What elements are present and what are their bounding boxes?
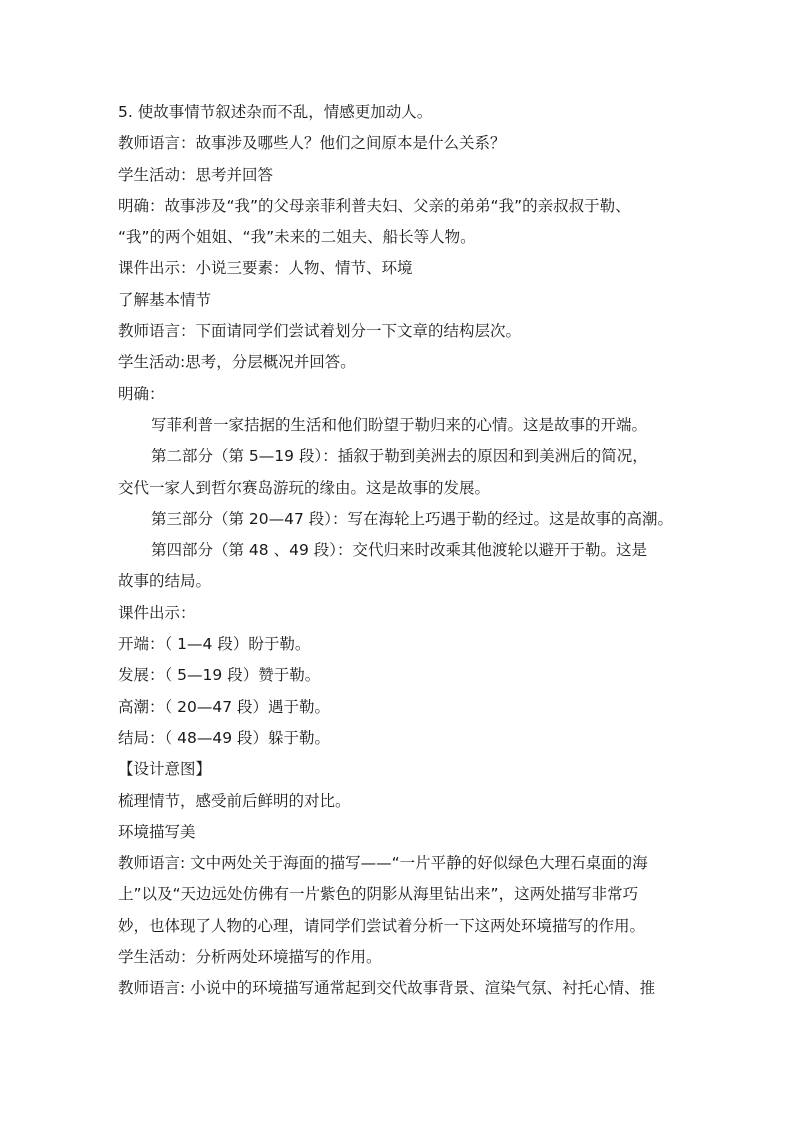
plot-climax: 高潮：（ 20—47 段）遇于勒。 — [118, 697, 331, 716]
student-activity-structure: 学生活动:思考，分层概况并回答。 — [118, 353, 356, 372]
teacher-environment-line-2: 上”以及“天边远处仿佛有一片紫色的阴影从海里钻出来”，这两处描写非常巧 — [118, 885, 639, 904]
teacher-environment-function: 教师语言: 小说中的环境描写通常起到交代故事背景、渲染气氛、衬托心情、推 — [118, 979, 656, 998]
section-heading-plot: 了解基本情节 — [118, 290, 212, 309]
section-heading-environment: 环境描写美 — [118, 822, 196, 841]
document-body — [118, 97, 680, 1005]
answer-label: 明确： — [118, 384, 165, 403]
part-2-description-line-2: 交代一家人到哲尔赛岛游玩的缘由。这是故事的发展。 — [118, 478, 491, 497]
part-4-description-line-2: 故事的结局。 — [118, 572, 212, 591]
teacher-structure-prompt: 教师语言：下面请同学们尝试着划分一下文章的结构层次。 — [118, 322, 522, 341]
design-intent-text: 梳理情节，感受前后鲜明的对比。 — [118, 791, 351, 810]
part-2-description-line-1: 第二部分（第 5—19 段）：插叙于勒到美洲去的原因和到美洲后的简况， — [151, 447, 648, 466]
design-intent-heading: 【设计意图】 — [118, 760, 212, 779]
part-4-description-line-1: 第四部分（第 48 、49 段）：交代归来时改乘其他渡轮以避开于勒。这是 — [151, 541, 647, 560]
student-activity-environment: 学生活动：分析两处环境描写的作用。 — [118, 948, 382, 967]
answer-characters-line-2: “我”的两个姐姐、“我”未来的二姐夫、船长等人物。 — [118, 228, 476, 247]
plot-opening: 开端：（ 1—4 段）盼于勒。 — [118, 635, 311, 654]
teacher-environment-line-1: 教师语言: 文中两处关于海面的描写——“一片平静的好似绿色大理石桌面的海 — [118, 854, 648, 873]
part-1-description: 写菲利普一家拮据的生活和他们盼望于勒归来的心情。这是故事的开端。 — [151, 415, 648, 434]
student-activity-think: 学生活动：思考并回答 — [118, 165, 274, 184]
part-3-description: 第三部分（第 20—47 段）：写在海轮上巧遇于勒的经过。这是故事的高潮。 — [151, 509, 674, 528]
step-5-heading: 5. 使故事情节叙述杂而不乱，情感更加动人。 — [118, 103, 433, 121]
plot-development: 发展：（ 5—19 段）赞于勒。 — [118, 666, 321, 685]
plot-ending: 结局：（ 48—49 段）躲于勒。 — [118, 728, 331, 747]
courseware-label: 课件出示： — [118, 603, 196, 622]
teacher-question-characters: 教师语言：故事涉及哪些人？他们之间原本是什么关系？ — [118, 134, 506, 153]
courseware-three-elements: 课件出示：小说三要素：人物、情节、环境 — [118, 259, 413, 278]
answer-characters-line-1: 明确：故事涉及“我”的父母亲菲利普夫妇、父亲的弟弟“我”的亲叔叔于勒、 — [118, 196, 631, 215]
teacher-environment-line-3: 妙，也体现了人物的心理，请同学们尝试着分析一下这两处环境描写的作用。 — [118, 916, 646, 935]
